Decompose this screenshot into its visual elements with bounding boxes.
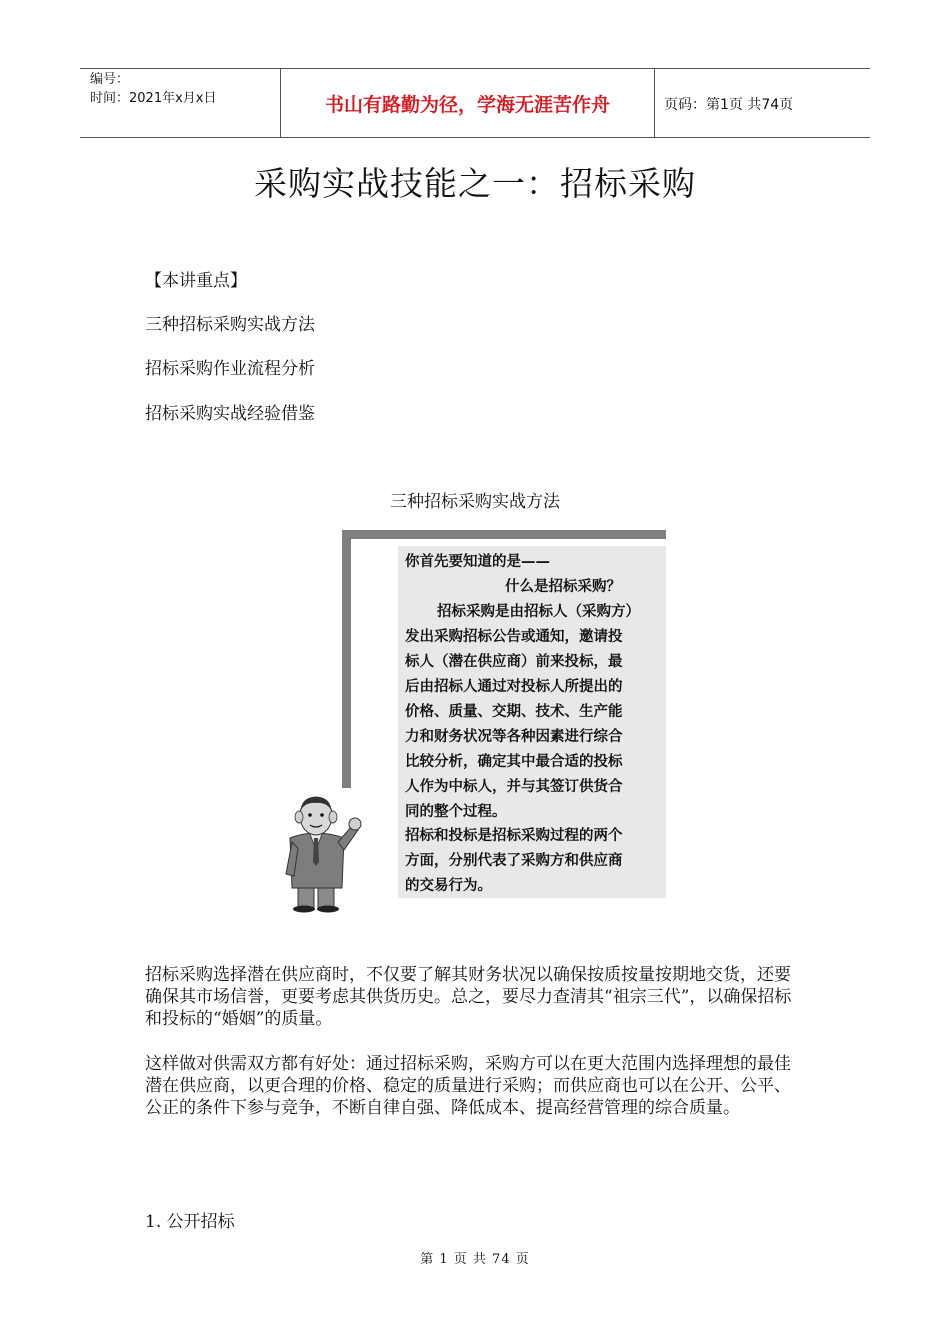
focus-item: 三种招标采购实战方法 (145, 315, 315, 335)
figure-line: 方面，分别代表了采购方和供应商 (405, 853, 623, 869)
frame-bar (342, 530, 666, 539)
figure-line: 力和财务状况等各种因素进行综合 (405, 729, 623, 745)
figure-line: 招标和投标是招标采购过程的两个 (405, 828, 623, 844)
figure-line: 招标采购是由招标人（采购方） (437, 604, 640, 620)
figure-line: 什么是招标采购？ (505, 579, 621, 595)
focus-heading: 【本讲重点】 (145, 271, 247, 291)
figure-line: 后由招标人通过对投标人所提出的 (405, 679, 623, 695)
number-label: 编号： (90, 72, 130, 87)
paragraph: 这样做对供需双方都有好处：通过招标采购，采购方可以在更大范围内选择理想的最佳潜在供应商，以更合理的价格、稳定的质量进行采购；而供应商也可以在公开、公平、公正的条件下参与竞争，不断自律自强、降低成本、提高经营管理的综合质量。 (145, 1054, 791, 1118)
paragraph: 招标采购选择潜在供应商时，不仅要了解其财务状况以确保按质按量按期地交货，还要确保其市场信誉，更要考虑其供货历史。总之，要尽力查清其“祖宗三代”，以确保招标和投标的“婚姻”的质量。 (145, 965, 792, 1029)
figure-line: 比较分析，确定其中最合适的投标 (405, 754, 623, 770)
figure-line: 发出采购招标公告或通知，邀请投 (405, 629, 623, 645)
text-box (398, 546, 666, 898)
figure-line: 你首先要知道的是—— (405, 554, 550, 570)
page-footer: 第 1 页 共 74 页 (420, 1252, 530, 1267)
section-title: 三种招标采购实战方法 (390, 492, 560, 512)
time-label: 时间：2021年x月x日 (90, 91, 217, 106)
list-item: 1. 公开招标 (145, 1212, 235, 1232)
figure-line: 人作为中标人，并与其签订供货合 (405, 779, 623, 795)
motto: 书山有路勤为径，学海无涯苦作舟 (281, 69, 655, 137)
header-table (80, 68, 870, 138)
page-info: 页码：第1页 共74页 (664, 97, 794, 113)
figure-line: 标人（潜在供应商）前来投标，最 (405, 654, 623, 670)
focus-item: 招标采购实战经验借鉴 (145, 404, 315, 424)
frame-bar (342, 530, 351, 788)
document-title: 采购实战技能之一：招标采购 (254, 164, 696, 203)
figure-line: 的交易行为。 (405, 878, 492, 894)
illustration (278, 528, 670, 918)
header-meta-cell (80, 69, 281, 137)
focus-item: 招标采购作业流程分析 (145, 359, 315, 379)
figure-line: 价格、质量、交期、技术、生产能 (405, 704, 623, 720)
figure-line: 同的整个过程。 (405, 804, 507, 820)
businessman-icon (278, 788, 364, 913)
